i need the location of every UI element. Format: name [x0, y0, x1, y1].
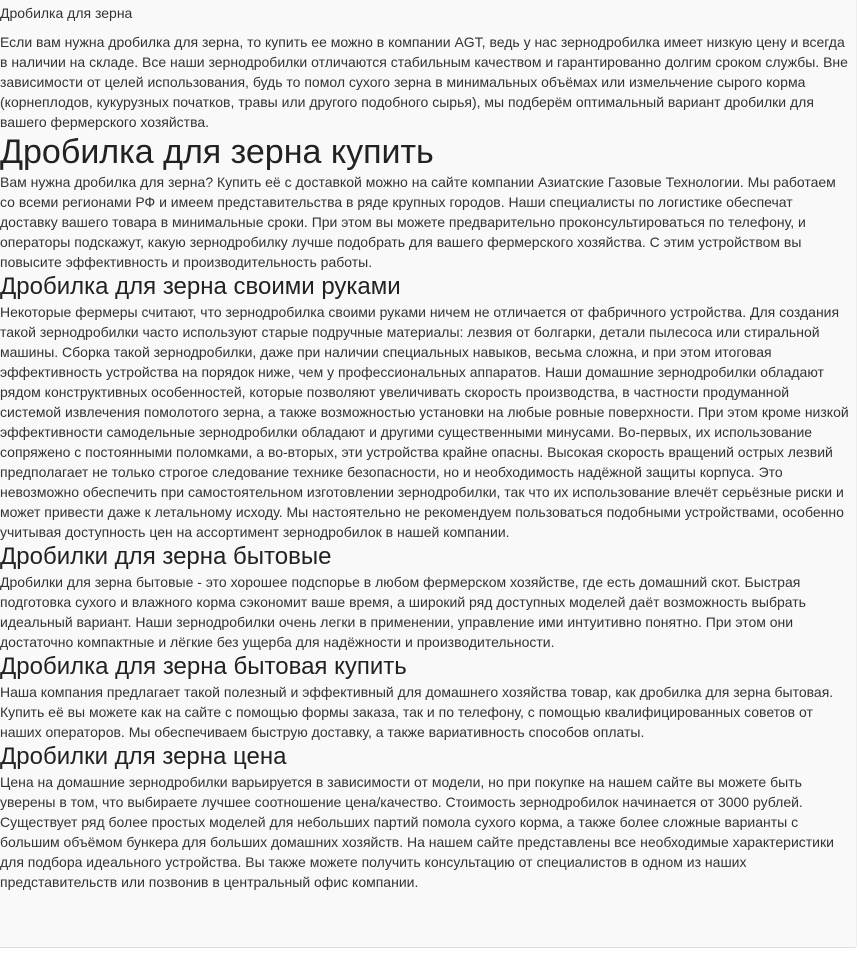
- section-text-buy: Вам нужна дробилка для зерна? Купить её с доставкой можно на сайте компании Азиатские Газовые Технологии. Мы работаем со всеми регионами РФ и имеем представительства в ряде крупных городов. Наши специалисты по логистике обеспечат доставку вашего товара в минимальные сроки. При этом вы можете предварительно проконсультироваться по телефону, и операторы подскажут, какую зернодробилку лучше подобрать для вашего фермерского хозяйства. С этим устройством вы повысите эффективность и производительность работы.: [0, 174, 836, 270]
- section-text-household-buy: Наша компания предлагает такой полезный и эффективный для домашнего хозяйства товар, как дробилка для зерна бытовая. Купить её вы можете как на сайте с помощью формы заказа, так и по телефону, с помощью квалифицированных советов от наших операторов. Мы обеспечиваем быструю доставку, а также вариативность способов оплаты.: [0, 684, 834, 740]
- section-heading-diy: Дробилка для зерна своими руками: [0, 273, 401, 300]
- intro-paragraph: Если вам нужна дробилка для зерна, то купить ее можно в компании AGT, ведь у нас зернодробилка имеет низкую цену и всегда в наличии на складе. Все наши зернодробилки отличаются стабильным качеством и гарантированно долгим сроком службы. Вне зависимости от целей использования, будь то помол сухого зерна в минимальных объёмах или измельчение сырого корма (корнеплодов, кукурузных початков, травы или другого подобного сырья), мы подберём оптимальный вариант дробилки для вашего фермерского хозяйства.: [0, 34, 848, 130]
- section-text-household: Дробилки для зерна бытовые - это хорошее подспорье в любом фермерском хозяйстве, где есть домашний скот. Быстрая подготовка сухого и влажного корма сэкономит ваше время, а широкий ряд доступных моделей даёт возможность выбрать идеальный вариант. Наши зернодробилки очень легки в применении, управление ими интуитивно понятно. При этом они достаточно компактные и лёгкие без ущерба для надёжности и производительности.: [0, 574, 806, 650]
- section-heading-household-buy: Дробилка для зерна бытовая купить: [0, 653, 407, 680]
- section-text-price: Цена на домашние зернодробилки варьируется в зависимости от модели, но при покупке на нашем сайте вы можете быть уверены в том, что выбираете лучшее соотношение цена/качество. Стоимость зернодробилок начинается от 3000 рублей. Существует ряд более простых моделей для небольших партий помола сухого корма, а также более сложные варианты с большим объёмом бункера для больших домашних хозяйств. На нашем сайте представлены все необходимые характеристики для подбора идеального устройства. Вы также можете получить консультацию от специалистов в одном из наших представительств или позвонив в центральный офис компании.: [0, 774, 834, 890]
- page-title: Дробилка для зерна: [0, 5, 133, 21]
- section-heading-buy: Дробилка для зерна купить: [0, 133, 434, 171]
- section-heading-household: Дробилки для зерна бытовые: [0, 543, 332, 570]
- section-text-diy: Некоторые фермеры считают, что зернодробилка своими руками ничем не отличается от фабричного устройства. Для создания такой зернодробилки часто используют старые подручные материалы: лезвия от болгарки, детали пылесоса или стиральной машины. Сборка такой зернодробилки, даже при наличии специальных навыков, весьма сложна, и при этом итоговая эффективность устройства на порядок ниже, чем у профессиональных аппаратов. Наши домашние зернодробилки обладают рядом конструктивных особенностей, которые позволяют увеличивать скорость производства, в частности продуманной системой извлечения помолотого зерна, а также возможностью установки на любые ровные поверхности. При этом кроме низкой эффективности самодельные зернодробилки обладают и другими существенными минусами. Во-первых, их использование сопряжено с постоянными поломками, а во-вторых, эти устройства крайне опасны. Высокая скорость вращений острых лезвий предполагает не только строгое следование технике безопасности, но и необходимость надёжной защиты корпуса. Это невозможно обеспечить при самостоятельном изготовлении зернодробилки, так что их использование влечёт серьёзные риски и может привести даже к летальному исходу. Мы настоятельно не рекомендуем пользоваться подобными устройствами, особенно учитывая доступность цен на ассортимент зернодробилок в нашей компании.: [0, 304, 849, 540]
- article-content: [0, 32, 852, 892]
- section-heading-price: Дробилки для зерна цена: [0, 743, 287, 770]
